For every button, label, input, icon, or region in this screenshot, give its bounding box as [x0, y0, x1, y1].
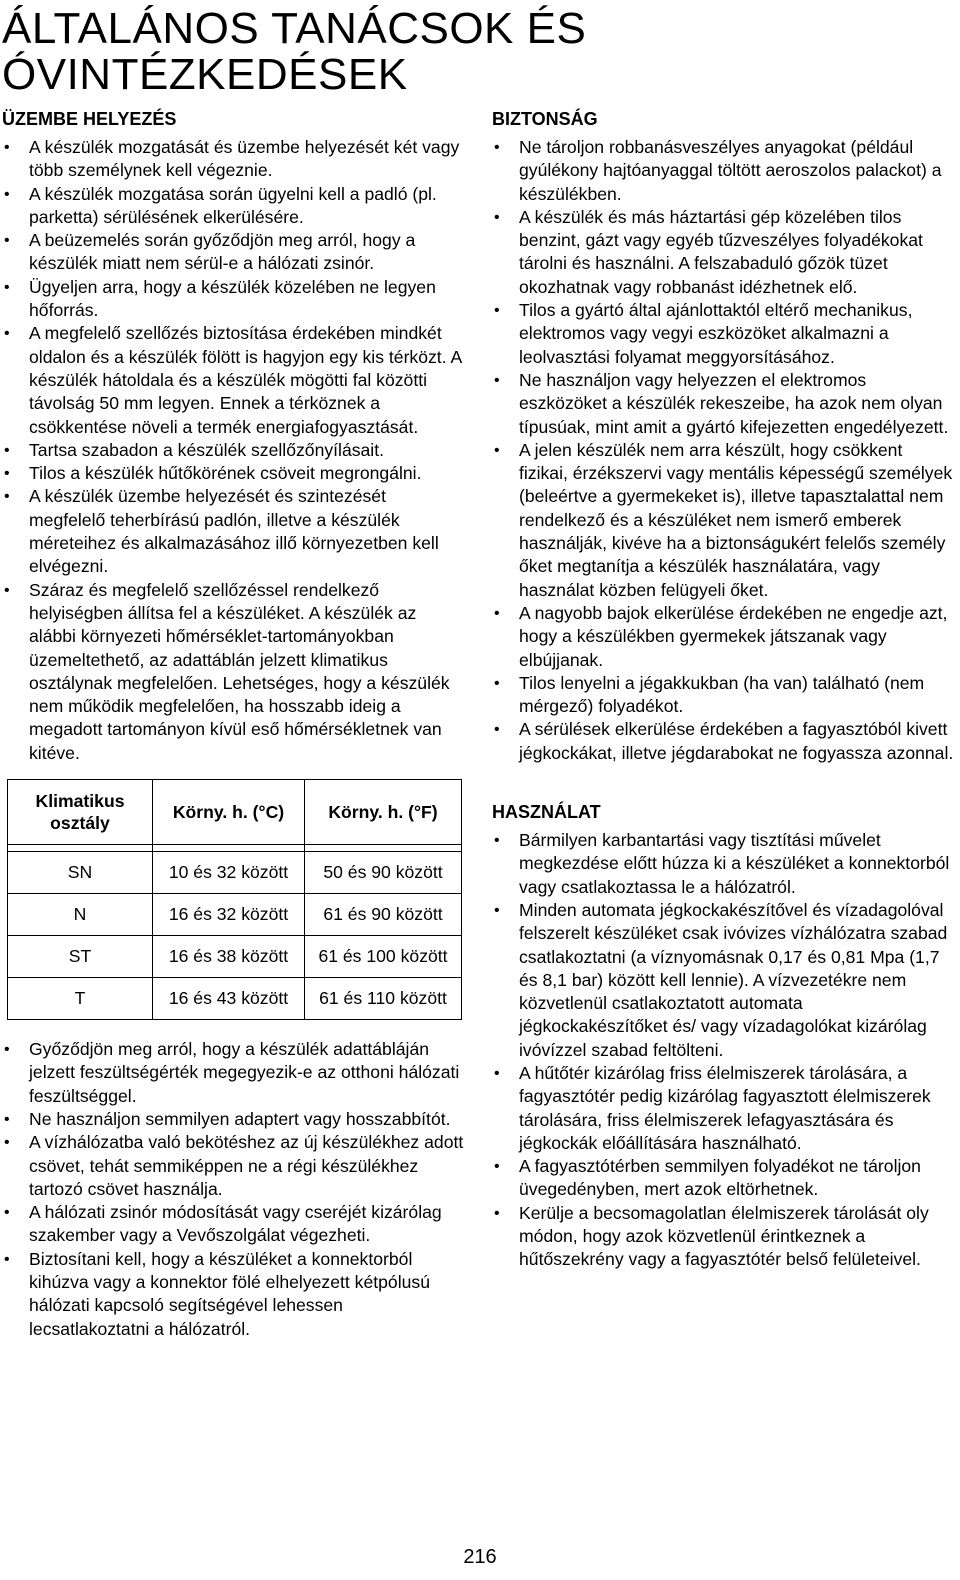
list-item: • Ne használjon semmilyen adaptert vagy hosszabbítót. — [2, 1108, 464, 1131]
table-header-row — [8, 780, 462, 845]
list-item: • A nagyobb bajok elkerülése érdekében ne engedje azt, hogy a készülékben gyermekek játszanak vagy elbújjanak. — [492, 602, 954, 672]
list-item: • Ne tároljon robbanásveszélyes anyagokat (például gyúlékony hajtóanyaggal töltött aeroszolos palackot) a készülékben. — [492, 136, 954, 206]
list-item: • Száraz és megfelelő szellőzéssel rendelkező helyiségben állítsa fel a készüléket. A készülék az alábbi környezeti hőmérséklet-tartományokban üzemeltethető, az adattáblán jelzett klimatikus osztálynak megfelelően. Lehetséges, hogy a készülék nem működik megfelelően, ha hosszabb ideig a megadott tartományon kívül eső hőmérsékletnek van kitéve. — [2, 579, 464, 765]
list-item: • A készülék üzembe helyezését és szintezését megfelelő teherbírású padlón, illetve a készülék méreteihez és alkalmazásához illő környezetben kell elvégezni. — [2, 485, 464, 578]
usage-heading: HASZNÁLAT — [492, 802, 601, 823]
list-item: • Ügyeljen arra, hogy a készülék közelében ne legyen hőforrás. — [2, 276, 464, 323]
page-title — [2, 6, 902, 98]
list-item: • A hálózati zsinór módosítását vagy cseréjét kizárólag szakember vagy a Vevőszolgálat végezheti. — [2, 1201, 464, 1248]
table-cell: 16 és 38 között — [153, 936, 305, 978]
table-cell: 10 és 32 között — [153, 852, 305, 894]
list-item: • Tilos lenyelni a jégakkukban (ha van) található (nem mérgező) folyadékot. — [492, 672, 954, 719]
list-item: • A készülék és más háztartási gép közelében tilos benzint, gázt vagy egyéb tűzveszélyes folyadékokat tárolni és használni. A felszabaduló gőzök tüzet okozhatnak vagy robbanást idézhetnek elő. — [492, 206, 954, 299]
list-item: • A készülék mozgatását és üzembe helyezését két vagy több személynek kell végeznie. — [2, 136, 464, 183]
table-cell: T — [8, 978, 153, 1020]
list-item: • Ne használjon vagy helyezzen el elektromos eszközöket a készülék rekeszeibe, ha azok nem olyan típusúak, mint amit a gyártó kifejezetten engedélyezett. — [492, 369, 954, 439]
list-item: • A hűtőtér kizárólag friss élelmiszerek tárolására, a fagyasztótér pedig kizárólag fagyasztott élelmiszerek tárolására, friss élelmiszerek lefagyasztására és jégkockák előállítására használható. — [492, 1062, 954, 1155]
table-cell: ST — [8, 936, 153, 978]
left-column — [2, 106, 464, 1341]
climate-class-table — [7, 779, 462, 1020]
list-item: • Tilos a gyártó által ajánlottaktól eltérő mechanikus, elektromos vagy vegyi eszközöket alkalmazni a leolvasztási folyamat meggyorsításához. — [492, 299, 954, 369]
table-row — [8, 936, 462, 978]
list-item: • A fagyasztótérben semmilyen folyadékot ne tároljon üvegedényben, mert azok eltörhetnek. — [492, 1155, 954, 1202]
page-number: 216 — [463, 1546, 497, 1568]
table-row — [8, 978, 462, 1020]
list-item: • A megfelelő szellőzés biztosítása érdekében mindkét oldalon és a készülék fölött is hagyjon egy kis térközt. A készülék hátoldala és a készülék mögötti fal közötti távolság 50 mm legyen. Ennek a térköznek a csökkentése növeli a termék energiafogyasztását. — [2, 322, 464, 438]
table-row — [8, 894, 462, 936]
installation-list — [2, 136, 464, 765]
installation-heading: ÜZEMBE HELYEZÉS — [2, 109, 177, 129]
table-cell: 61 és 110 között — [305, 978, 462, 1020]
table-cell: SN — [8, 852, 153, 894]
column-header-class: Klimatikus osztály — [8, 780, 153, 845]
list-item: • A sérülések elkerülése érdekében a fagyasztóból kivett jégkockákat, illetve jégdarabokat ne fogyassza azonnal. — [492, 718, 954, 765]
list-item: • Tartsa szabadon a készülék szellőzőnyílásait. — [2, 439, 464, 462]
list-item: • Minden automata jégkockakészítővel és vízadagolóval felszerelt készüléket csak ivóvizes vízhálózatra szabad csatlakoztatni (a víznyomásnak 0,17 és 0,81 Mpa (1,7 és 8,1 bar) között kell lennie). A vízvezetékre nem közvetlenül csatlakoztatott automata jégkockakészítőket és/ vagy vízadagolókat kizárólag ivóvízzel szabad feltölteni. — [492, 899, 954, 1062]
list-item: • A jelen készülék nem arra készült, hogy csökkent fizikai, érzékszervi vagy mentális képességű személyek (beleértve a gyermekeket is), illetve tapasztalattal nem rendelkező és a készüléket nem ismerő emberek használják, kivéve ha a biztonságukért felelős személy őket megtanítja a készülék használatára, vagy használat közben felügyeli őket. — [492, 439, 954, 602]
safety-heading: BIZTONSÁG — [492, 109, 598, 129]
list-item: • A vízhálózatba való bekötéshez az új készülékhez adott csövet, tehát semmiképpen ne a régi készülékhez tartozó csövet használja. — [2, 1131, 464, 1201]
table-cell: 16 és 32 között — [153, 894, 305, 936]
list-item: • Kerülje a becsomagolatlan élelmiszerek tárolását oly módon, hogy azok közvetlenül érintkeznek a hűtőszekrény vagy a fagyasztótér belső felületeivel. — [492, 1202, 954, 1272]
column-header-celsius: Körny. h. (°C) — [153, 780, 305, 845]
column-header-fahrenheit: Körny. h. (°F) — [305, 780, 462, 845]
table-row — [8, 852, 462, 894]
table-spacer — [8, 845, 462, 852]
list-item: • Bármilyen karbantartási vagy tisztítási művelet megkezdése előtt húzza ki a készüléket a konnektorból vagy csatlakoztassa le a hálózatról. — [492, 829, 954, 899]
table-cell: 16 és 43 között — [153, 978, 305, 1020]
table-cell: N — [8, 894, 153, 936]
list-item: • A készülék mozgatása során ügyelni kell a padló (pl. parketta) sérülésének elkerülésére. — [2, 183, 464, 230]
table-cell: 61 és 100 között — [305, 936, 462, 978]
usage-list — [492, 829, 954, 1272]
list-item: • A beüzemelés során győződjön meg arról, hogy a készülék miatt nem sérül-e a hálózati zsinór. — [2, 229, 464, 276]
table-cell: 50 és 90 között — [305, 852, 462, 894]
list-item: • Győződjön meg arról, hogy a készülék adattábláján jelzett feszültségérték megegyezik-e az otthoni hálózati feszültséggel. — [2, 1038, 464, 1108]
right-column — [492, 106, 954, 1272]
list-item: • Tilos a készülék hűtőkörének csöveit megrongálni. — [2, 462, 464, 485]
list-item: • Biztosítani kell, hogy a készüléket a konnektorból kihúzva vagy a konnektor fölé elhelyezett kétpólusú hálózati kapcsoló segítségével lehessen lecsatlakoztatni a hálózatról. — [2, 1248, 464, 1341]
page-title-line-2: ÓVINTÉZKEDÉSEK — [2, 50, 408, 99]
installation-list-continued — [2, 1038, 464, 1341]
safety-list — [492, 136, 954, 765]
table-cell: 61 és 90 között — [305, 894, 462, 936]
page-title-line-1: ÁLTALÁNOS TANÁCSOK ÉS — [2, 4, 587, 53]
